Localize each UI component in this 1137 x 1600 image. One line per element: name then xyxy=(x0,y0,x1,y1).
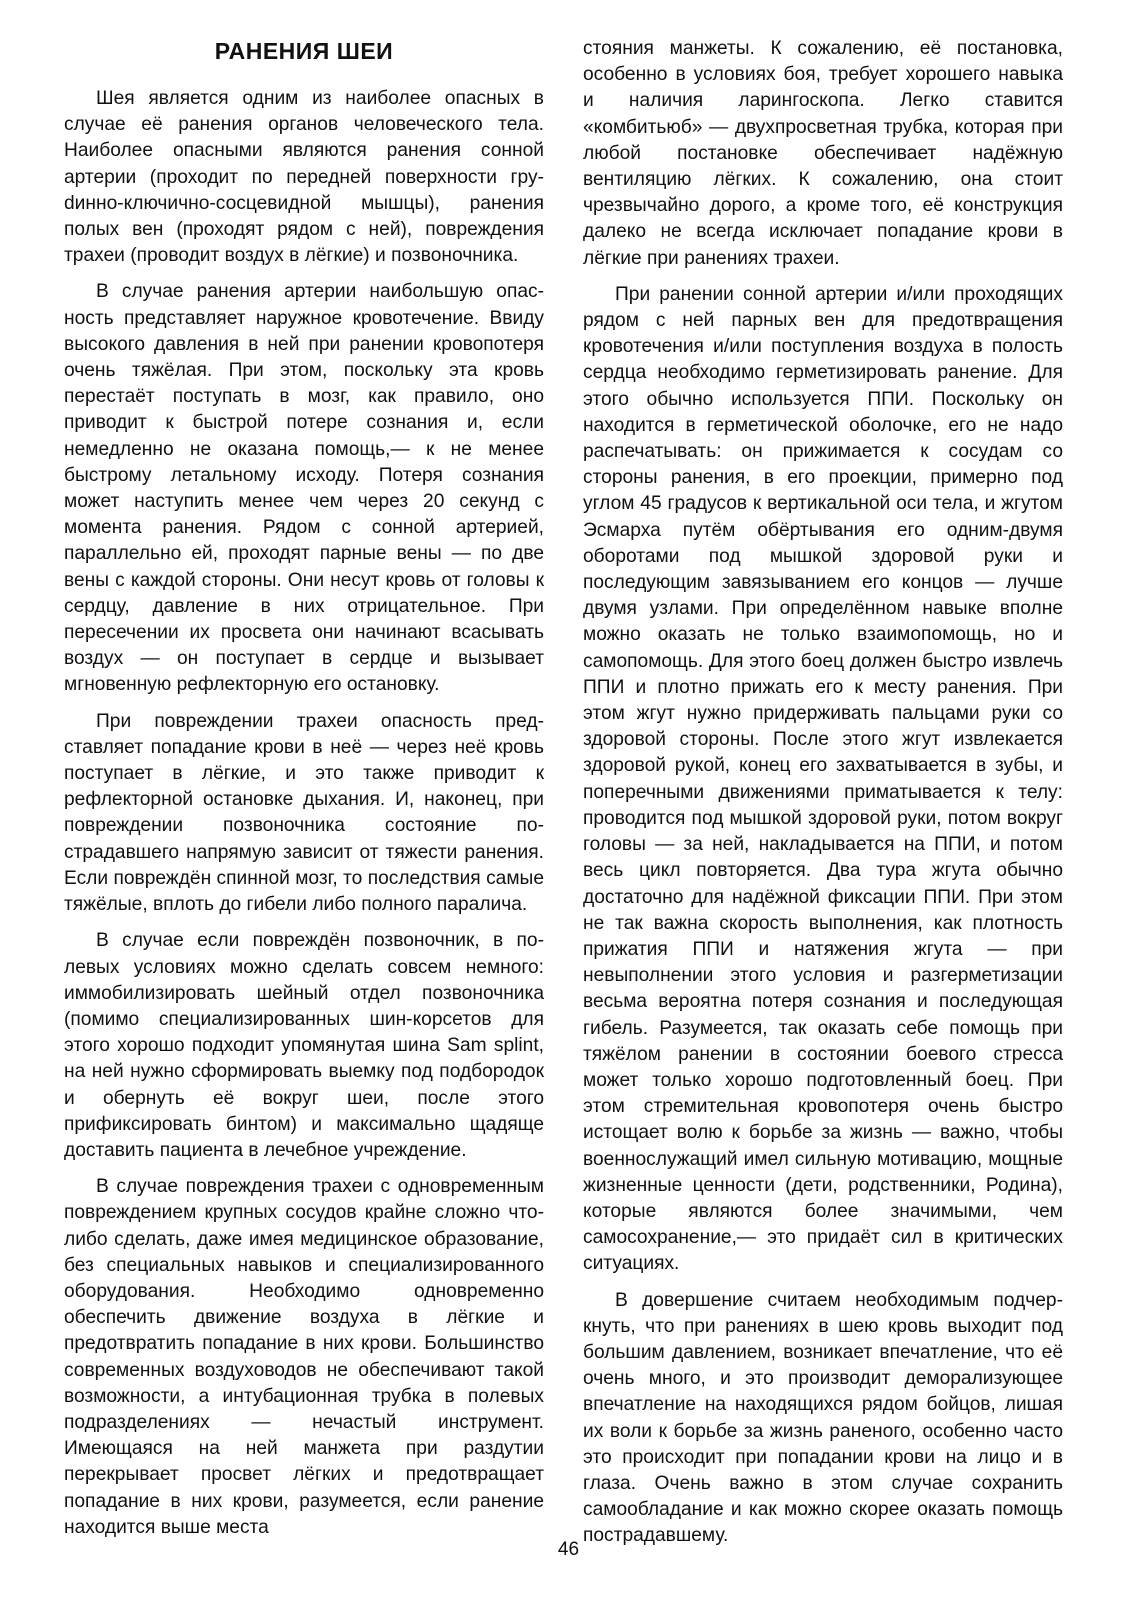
section-title: РАНЕНИЯ ШЕИ xyxy=(214,38,394,64)
paragraph-continued: стояния манжеты. К сожалению, её постановка, особенно в условиях боя, требует хорошего навыка и наличия ларингоскопа. Легко ставится «комбитьюб» — двухпросветная трубка, которая при любой постановке обеспечивает надёжную вентиляцию лёгких. К сожалению, она стоит чрезвычайно дорого, а кроме того, её конструкция далеко не всегда исключает попадание крови в лёгкие при ранениях трахеи. xyxy=(583,38,1063,269)
paragraph: В случае повреждения трахеи с одновременным повреждением крупных сосудов крайне сложно что-либо сделать, даже имея медицинское образование, без специальных навыков и специализированного оборудования. Необходимо одновременно обеспечить движение воздуха в лёгкие и предотвратить попадание в них крови. Большинство современных воздуховодов не обеспечивают такой возможности, а интубационная трубка в полевых подразделениях — нечастый инструмент. Имеющаяся на ней манжета при раздутии перекрывает просвет лёгких и предотвращает попадание в них крови, разумеется, если ранение находится выше места xyxy=(64,1176,544,1538)
paragraph: Шея является одним из наиболее опасных в случае её ранения органов человеческого тела. Наиболее опасными являются ранения сонной артерии (проходит по передней поверхности груdинно-ключично-сосцевидной мышцы), ранения полых вен (проходят рядом с ней), повреждения трахеи (проводит воздух в лёгкие) и позвоночника. xyxy=(64,88,544,267)
paragraph: В довершение считаем необходимым подчеркнуть, что при ранениях в шею кровь выходит под большим давлением, возникает впечатление, что её очень много, и это производит деморализующее впечатление на находящихся рядом бойцов, лишая их воли к борьбе за жизнь раненого, особенно часто это происходит при попадании крови на лицо и в глаза. Очень важно в этом случае сохранить самообладание и как можно скорее оказать помощь пострадавшему. xyxy=(583,1289,1063,1547)
paragraph: В случае если повреждён позвоночник, в полевых условиях можно сделать совсем немного: иммобилизировать шейный отдел позвоночника (помимо специализированных шин-корсетов для этого хорошо подходит упомянутая шина Sam splint, на ней нужно сформировать выемку под подбородок и обернуть её вокруг шеи, после этого прификсировать бинтом) и максимально щадяще доставить пациента в лечебное учреждение. xyxy=(64,930,544,1161)
page-number: 46 xyxy=(557,1539,580,1560)
paragraph: При повреждении трахеи опасность представляет попадание крови в неё — через неё кровь поступает в лёгкие, и это также приводит к рефлекторной остановке дыхания. И, наконец, при повреждении позвоночника состояние пострадавшего напрямую зависит от тяжести ранения. Если повреждён спинной мозг, то последствия самые тяжёлые, вплоть до гибели либо полного паралича. xyxy=(64,710,544,916)
paragraph: При ранении сонной артерии и/или проходящих рядом с ней парных вен для предотвращения кровотечения и/или поступления воздуха в полость сердца необходимо герметизировать ранение. Для этого обычно используется ППИ. Поскольку он находится в герметической оболочке, его не надо распечатывать: он прижимается к сосудам со стороны ранения, в его проекции, примерно под углом 45 градусов к вертикальной оси тела, и жгутом Эсмарха путём обёртывания его одним-двумя оборотами под мышкой здоровой руки и последующим завязыванием его концов — лучше двумя узлами. При определённом навыке вполне можно оказать не только взаимопомощь, но и самопомощь. Для этого боец должен быстро извлечь ППИ и плотно прижать его к месту ранения. При этом жгут нужно придерживать пальцами руки со здоровой стороны. После этого жгут извлекается здоровой рукой, конец его захватывается в зубы, и поперечными движениями приматывается к телу: проводится под мышкой здоровой руки, потом вокруг головы — за ней, накладывается на ППИ, и потом весь цикл повторяется. Два тура жгута обычно достаточно для надёжной фиксации ППИ. При этом не так важна скорость выполнения, как плотность прижатия ППИ и натяжения жгута — при невыполнении этого условия и разгерметизации весьма вероятна потеря сознания и последующая гибель. Разумеется, так оказать себе помощь при тяжёлом ранении в состоянии боевого стресса может только хорошо подготовленный боец. При этом стремительная кровопотеря очень быстро истощает волю к борьбе за жизнь — важно, чтобы военнослужащий имел сильную мотивацию, мощные жизненные ценности (дети, родственники, Родина), которые являются более значимыми, чем самосохранение,— это придаёт сил в критических ситуациях. xyxy=(583,283,1063,1275)
paragraph: В случае ранения артерии наибольшую опасность представляет наружное кровотечение. Ввиду высокого давления в ней при ранении кровопотеря очень тяжёлая. При этом, поскольку эта кровь перестаёт поступать в мозг, как правило, оно приводит к быстрой потере сознания и, если немедленно не оказана помощь,— к не менее быстрому летальному исходу. Потеря сознания может наступить менее чем через 20 секунд с момента ранения. Рядом с сонной артерией, параллельно ей, проходят парные вены — по две вены с каждой стороны. Они несут кровь от головы к сердцу, давление в них отрицательное. При пересечении их просвета они начинают всасывать воздух — он поступает в сердце и вызывает мгновенную рефлекторную его остановку. xyxy=(64,281,544,696)
right-column xyxy=(583,36,1063,1560)
left-column xyxy=(64,32,544,1551)
